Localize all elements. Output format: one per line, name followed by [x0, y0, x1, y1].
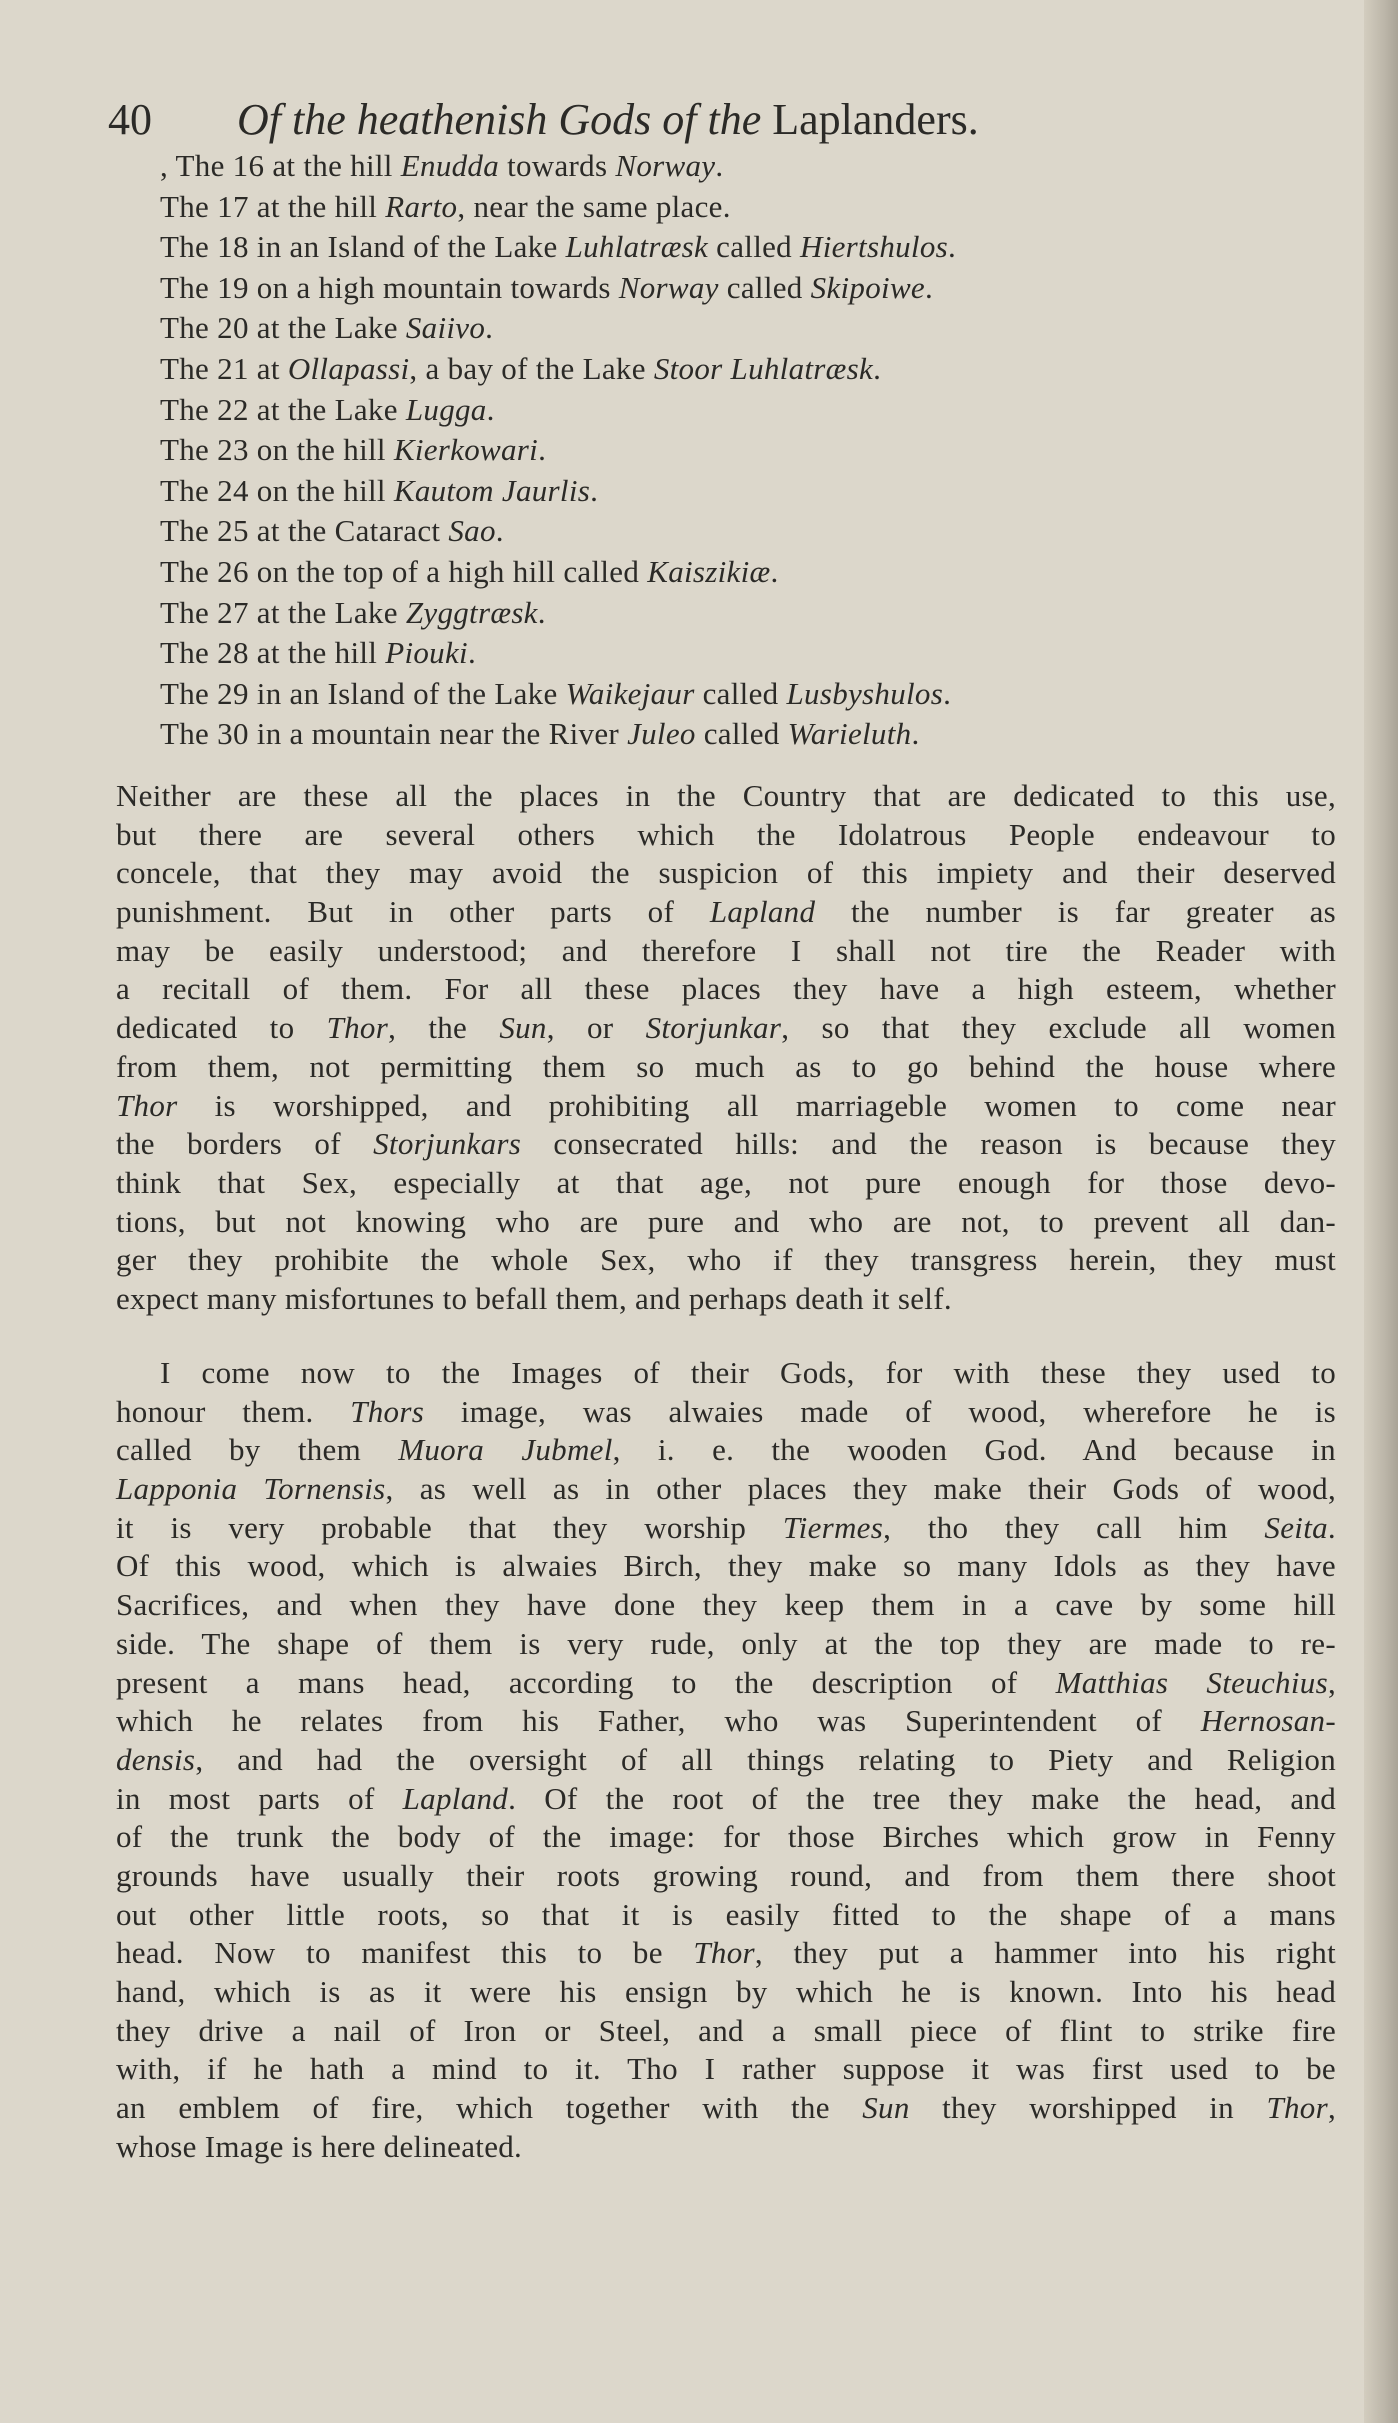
text-line: honour them. Thors image, was alwaies made of wood, wherefore he is	[116, 1393, 1336, 1429]
page-number: 40	[108, 95, 152, 144]
text-line: The 30 in a mountain near the River Juleo called Warieluth.	[160, 716, 920, 752]
text-line: dedicated to Thor, the Sun, or Storjunkar, so that they exclude all women	[116, 1010, 1336, 1046]
text-line: present a mans head, according to the description of Matthias Steuchius,	[116, 1664, 1336, 1700]
text-line: in most parts of Lapland. Of the root of the tree they make the head, and	[116, 1780, 1336, 1816]
running-title-roman: Laplanders.	[772, 95, 979, 144]
text-line: , The 16 at the hill Enudda towards Norway.	[160, 148, 724, 183]
running-title-italic: Of the heathenish Gods of the	[237, 95, 762, 144]
text-line: it is very probable that they worship Tiermes, tho they call him Seita.	[116, 1509, 1336, 1545]
places-list	[160, 146, 1380, 755]
text-line: Neither are these all the places in the Country that are dedicated to this use,	[116, 778, 1336, 813]
text-line: The 26 on the top of a high hill called Kaiszikiæ.	[160, 553, 779, 589]
paragraph-1	[116, 777, 1336, 1319]
text-line: The 27 at the Lake Zyggtræsk.	[160, 594, 546, 630]
text-line: with, if he hath a mind to it. Tho I rather suppose it was first used to be	[116, 2051, 1336, 2087]
text-line: The 22 at the Lake Lugga.	[160, 391, 495, 427]
text-line: Of this wood, which is alwaies Birch, they make so many Idols as they have	[116, 1548, 1336, 1584]
text-line: which he relates from his Father, who was Superintendent of Hernosan-	[116, 1703, 1336, 1739]
text-line: The 21 at Ollapassi, a bay of the Lake Stoor Luhlatræsk.	[160, 350, 882, 386]
text-line: an emblem of fire, which together with the Sun they worshipped in Thor,	[116, 2090, 1337, 2126]
text-line: but there are several others which the Idolatrous People endeavour to	[116, 816, 1336, 852]
text-line: ger they prohibite the whole Sex, who if they transgress herein, they must	[116, 1242, 1336, 1278]
text-line: whose Image is here delineated.	[116, 2128, 523, 2164]
text-line: think that Sex, especially at that age, not pure enough for those devo-	[116, 1164, 1336, 1200]
text-line: concele, that they may avoid the suspicion of this impiety and their deserved	[116, 855, 1336, 891]
text-line: The 23 on the hill Kierkowari.	[160, 432, 547, 468]
text-line: they drive a nail of Iron or Steel, and a small piece of flint to strike fire	[116, 2012, 1336, 2048]
text-line: The 25 at the Cataract Sao.	[160, 513, 504, 549]
text-line: The 29 in an Island of the Lake Waikejaur called Lusbyshulos.	[160, 675, 952, 711]
text-line: head. Now to manifest this to be Thor, they put a hammer into his right	[116, 1935, 1337, 1971]
paragraph-2	[116, 1354, 1336, 2166]
text-line: Sacrifices, and when they have done they keep them in a cave by some hill	[116, 1587, 1336, 1623]
text-line: I come now to the Images of their Gods, for with these they used to	[160, 1355, 1336, 1390]
text-line: punishment. But in other parts of Lapland the number is far greater as	[116, 894, 1336, 930]
text-line: grounds have usually their roots growing round, and from them there shoot	[116, 1857, 1336, 1893]
text-line: The 19 on a high mountain towards Norway called Skipoiwe.	[160, 269, 934, 305]
text-line: may be easily understood; and therefore I shall not tire the Reader with	[116, 932, 1336, 968]
text-line: The 20 at the Lake Saiivo.	[160, 310, 494, 346]
text-line: hand, which is as it were his ensign by which he is known. Into his head	[116, 1974, 1336, 2009]
text-line: The 17 at the hill Rarto, near the same place.	[160, 188, 731, 224]
text-line: the borders of Storjunkars consecrated hills: and the reason is because they	[116, 1126, 1336, 1162]
text-line: from them, not permitting them so much as to go behind the house where	[116, 1048, 1336, 1084]
text-line: of the trunk the body of the image: for those Birches which grow in Fenny	[116, 1819, 1336, 1855]
text-line: called by them Muora Jubmel, i. e. the wooden God. And because in	[116, 1432, 1336, 1468]
running-header	[108, 90, 1138, 150]
text-line: tions, but not knowing who are pure and who are not, to prevent all dan-	[116, 1203, 1336, 1239]
text-line: The 24 on the hill Kautom Jaurlis.	[160, 472, 599, 508]
text-line: Lapponia Tornensis, as well as in other places they make their Gods of wood,	[116, 1471, 1336, 1507]
text-line: expect many misfortunes to befall them, and perhaps death it self.	[116, 1280, 952, 1316]
text-line: a recitall of them. For all these places they have a high esteem, whether	[116, 971, 1336, 1007]
text-line: out other little roots, so that it is easily fitted to the shape of a mans	[116, 1896, 1336, 1932]
text-line: densis, and had the oversight of all things relating to Piety and Religion	[116, 1741, 1336, 1777]
text-line: The 18 in an Island of the Lake Luhlatræsk called Hiertshulos.	[160, 229, 957, 265]
text-line: Thor is worshipped, and prohibiting all marriageble women to come near	[116, 1087, 1336, 1123]
text-line: side. The shape of them is very rude, only at the top they are made to re-	[116, 1625, 1336, 1661]
text-line: The 28 at the hill Piouki.	[160, 635, 477, 671]
